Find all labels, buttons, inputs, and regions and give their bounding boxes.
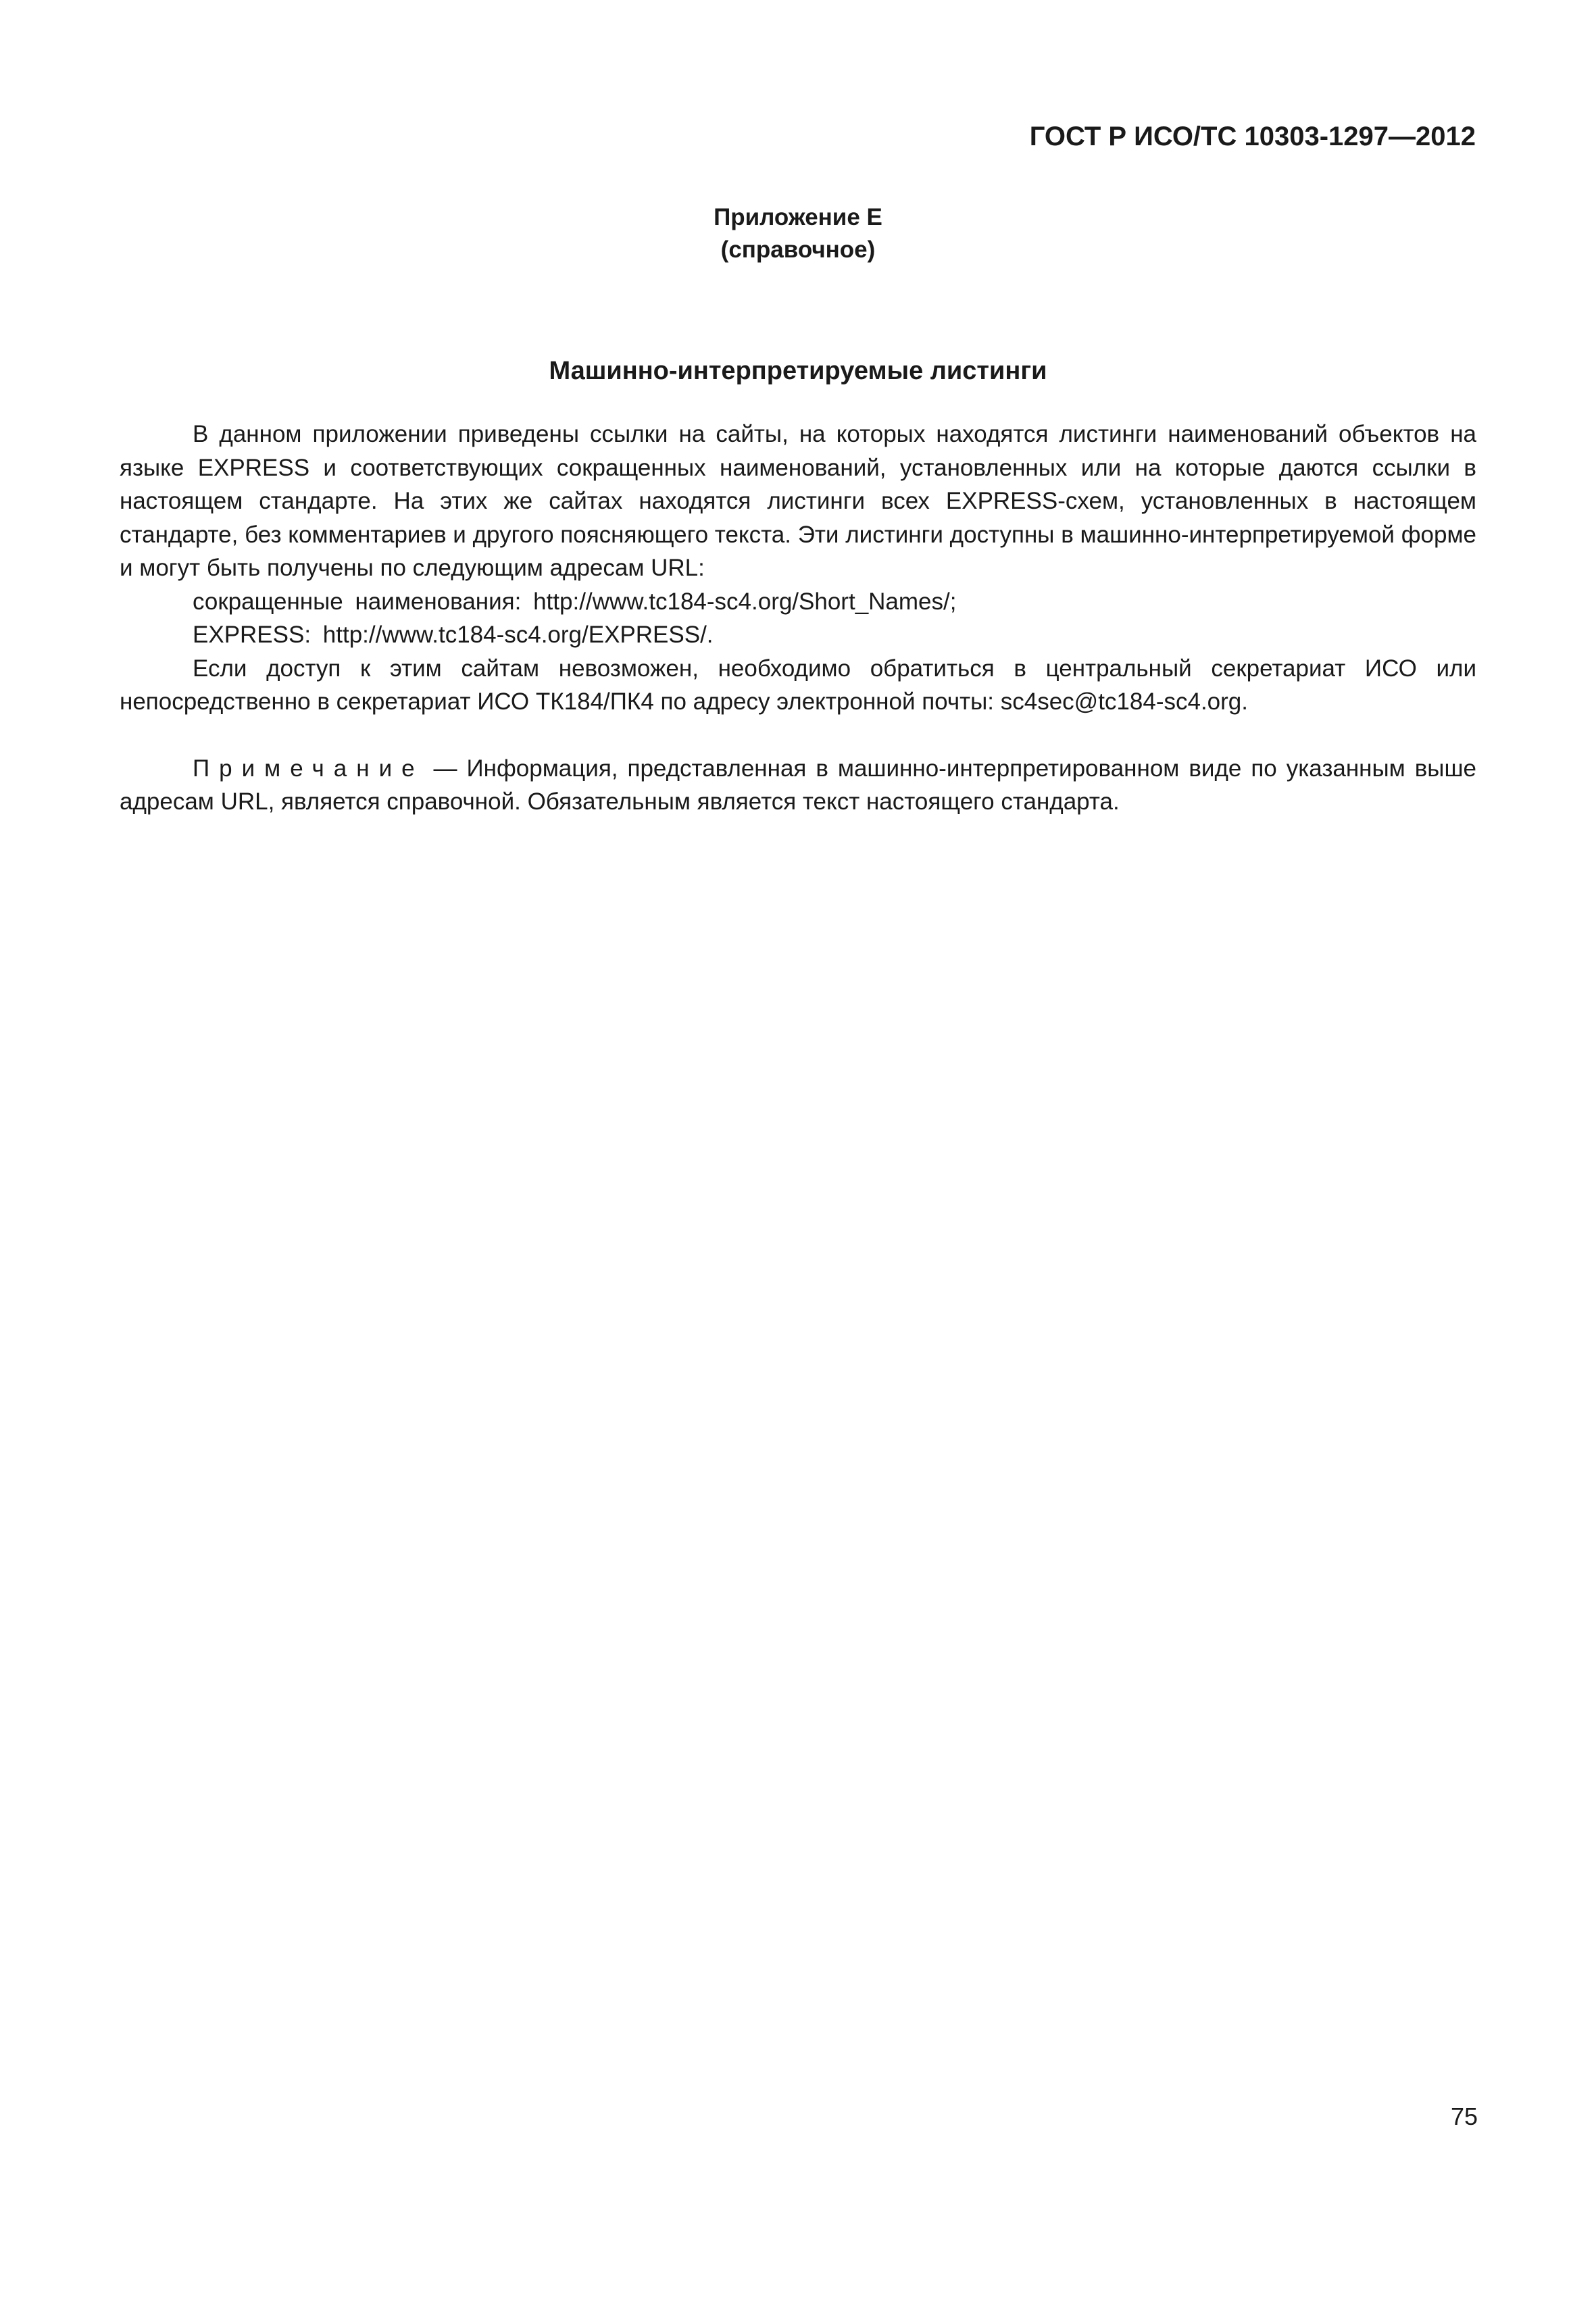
paragraph-contact: Если доступ к этим сайтам невозможен, необходимо обратиться в центральный секретариат ИСО или непосредственно в секретариат ИСО ТК184/ПК4 по адресу электронной почты: sc4sec@tc184-sc4.org. [120,655,1476,715]
short-names-url-line: сокращенные наименования: http://www.tc184-sc4.org/Short_Names/; [193,588,957,615]
express-url-line: EXPRESS: http://www.tc184-sc4.org/EXPRESS/. [193,622,714,648]
note-label: Примечание [193,755,424,782]
section-title: Машинно-интерпретируемые листинги [549,357,1047,385]
note-text: — Информация, представленная в машинно-интерпретированном виде по указанным выше адресам URL, является справочной. Обязательным является текст настоящего стандарта. [120,755,1476,815]
standard-identifier: ГОСТ Р ИСО/ТС 10303-1297—2012 [1029,122,1476,151]
body-text [120,418,1476,819]
note [120,752,1476,819]
paragraph-intro: В данном приложении приведены ссылки на сайты, на которых находятся листинги наименований объектов на языке EXPRESS и соответствующих сокращенных наименований, установленных или на которые даются ссылки в настоящем стандарте. На этих же сайтах находятся листинги всех EXPRESS-схем, установленных в настоящем стандарте, без комментариев и другого поясняющего текста. Эти листинги доступны в машинно-интерпретируемой форме и могут быть получены по следующим адресам URL: [120,421,1476,581]
appendix-type: (справочное) [720,236,876,263]
appendix-heading [0,201,1596,266]
appendix-title: Приложение Е [714,204,882,230]
page-number: 75 [1450,2103,1478,2130]
